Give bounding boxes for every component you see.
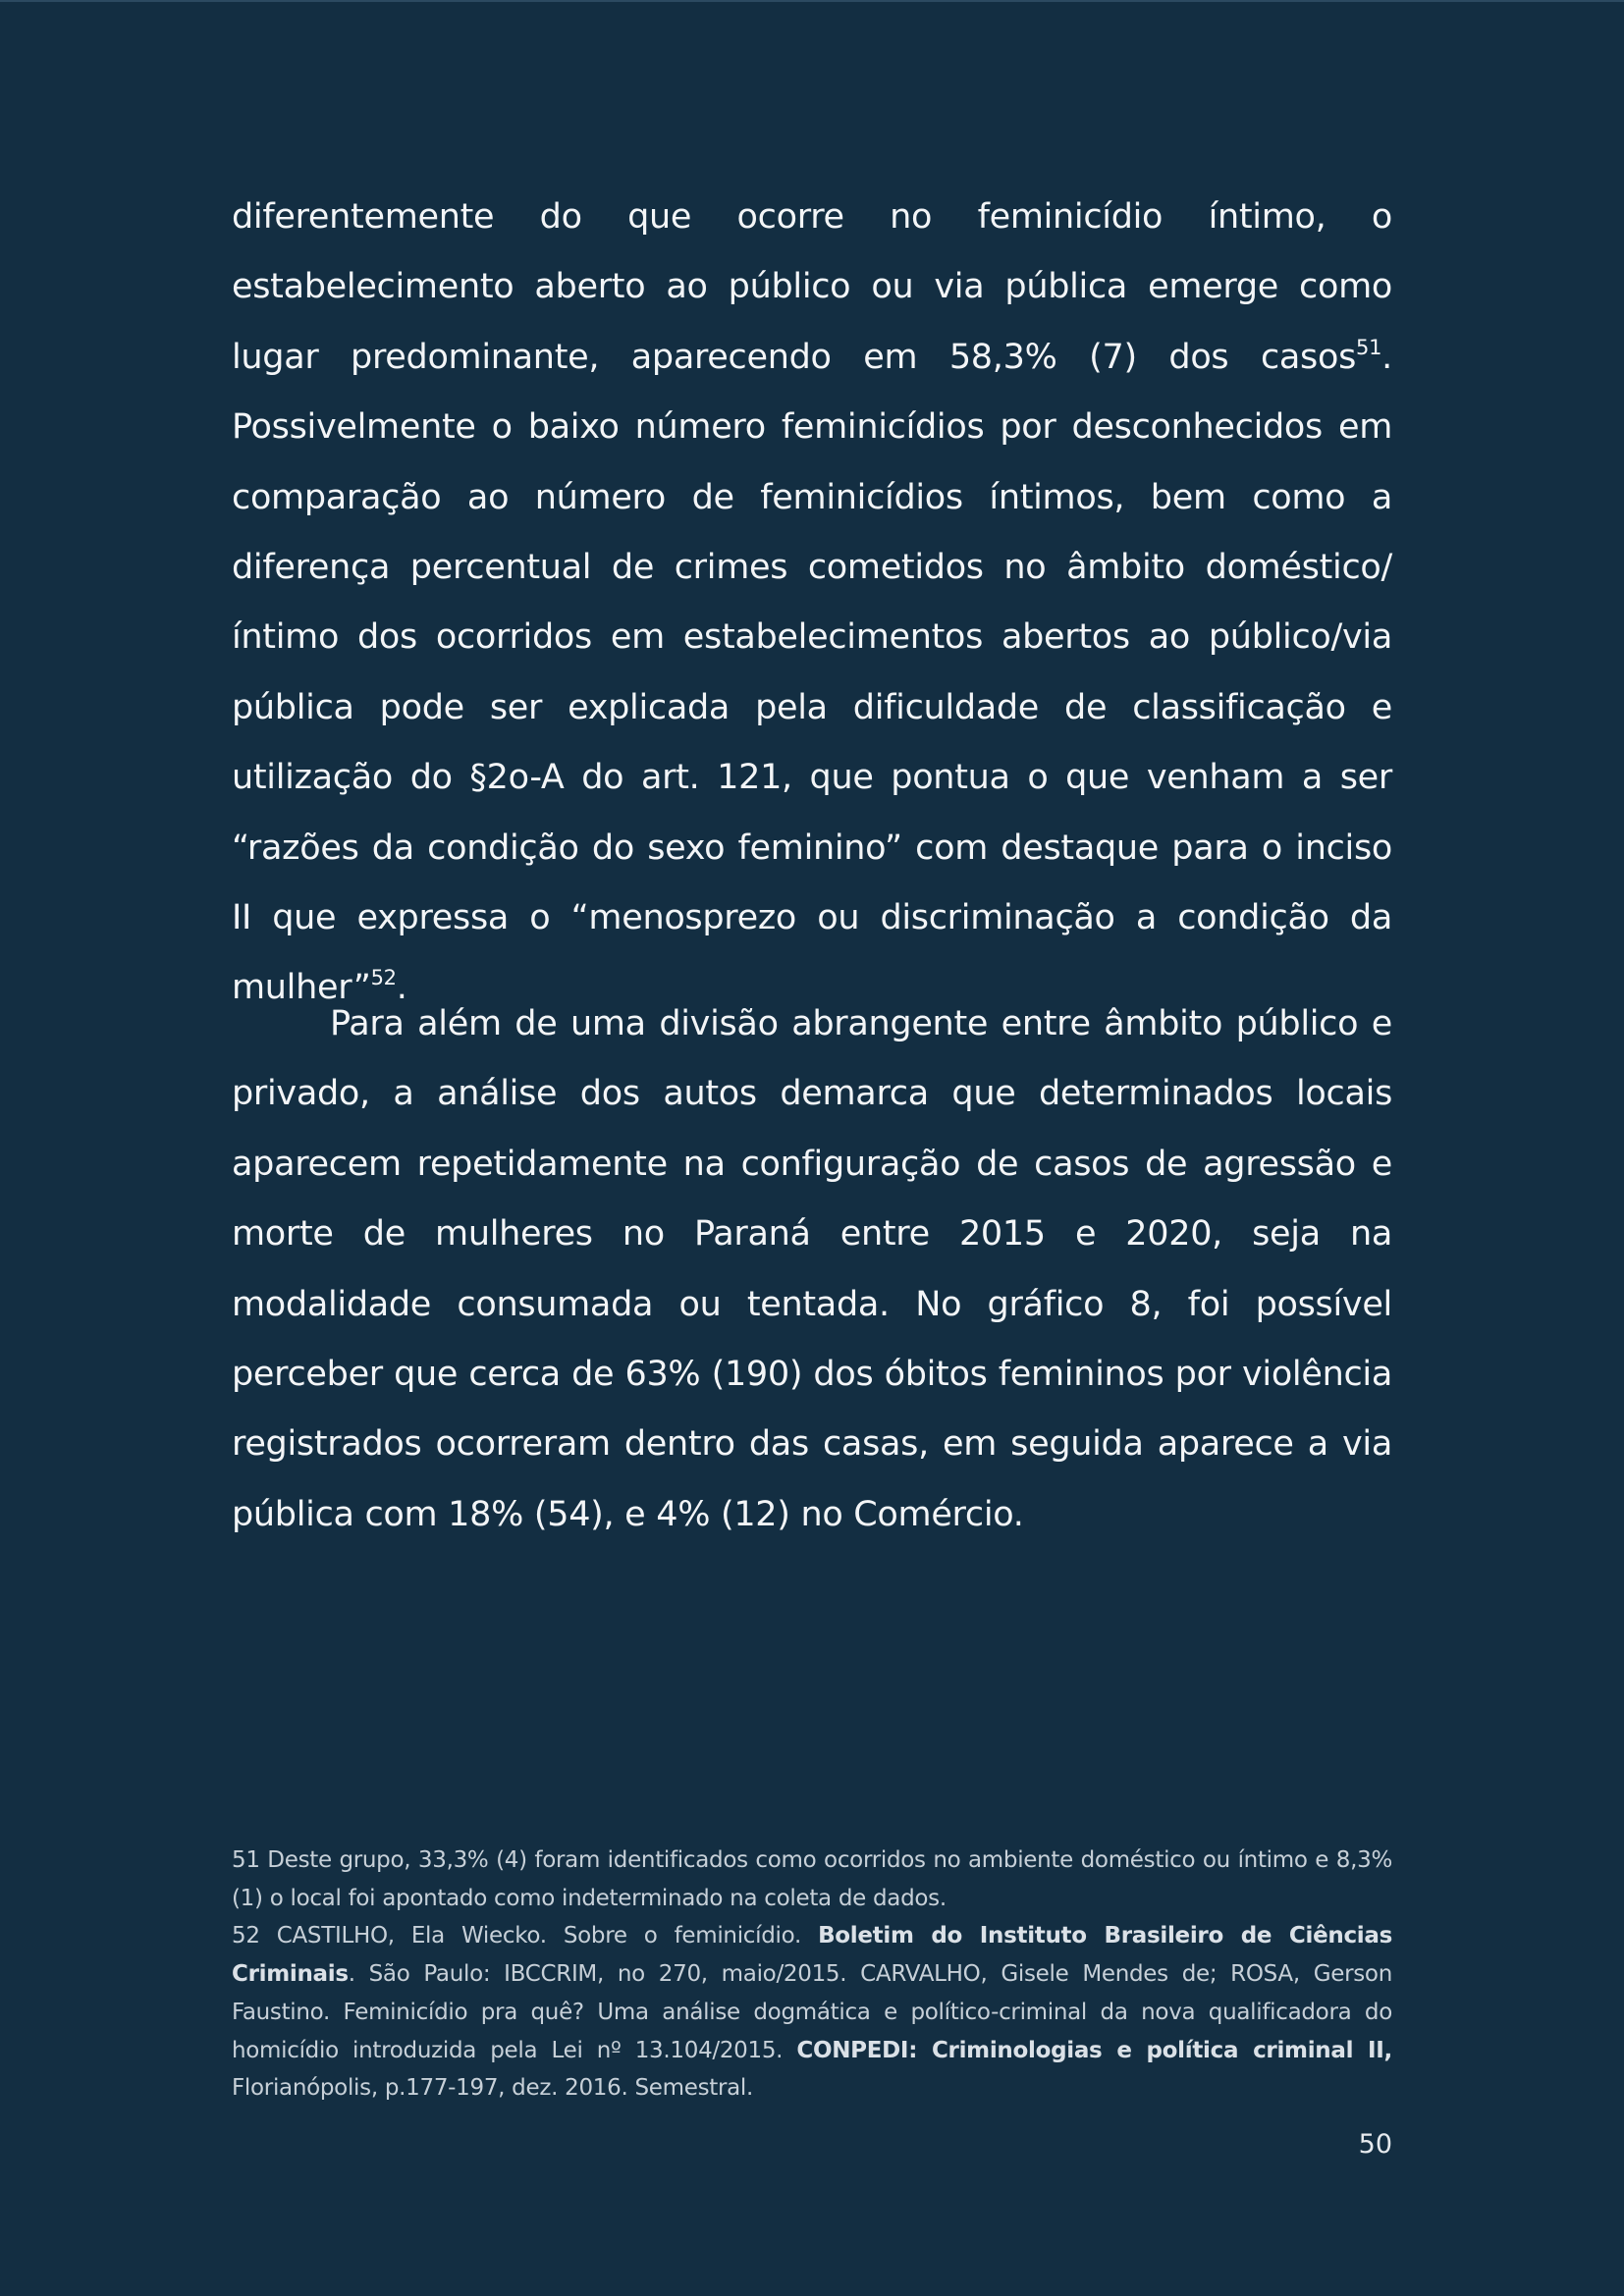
paragraph-1-text-start: diferentemente do que ocorre no feminicídio íntimo, o estabelecimento aberto ao público ou via pública emerge como lugar predominante, aparecendo em 58,3% (7) dos casos bbox=[232, 197, 1392, 377]
top-rule bbox=[0, 0, 1624, 2]
body-paragraph-2: Para além de uma divisão abrangente entre âmbito público e privado, a análise dos autos demarca que determinados locais aparecem repetidamente na configuração de casos de agressão e morte de mulheres no Paraná entre 2015 e 2020, seja na modalidade consumada ou tentada. No gráfico 8, foi possível perceber que cerca de 63% (190) dos óbitos femininos por violência registrados ocorreram dentro das casas, em seguida aparece a via pública com 18% (54), e 4% (12) no Comércio. bbox=[232, 1004, 1392, 1534]
footnote-52-journal-title: Boletim do Instituto Brasileiro de Ciências Criminais bbox=[232, 1923, 1392, 1988]
page-number: 50 bbox=[1358, 2129, 1392, 2160]
footnote-ref-51: 51 bbox=[1356, 335, 1382, 359]
body-paragraph-1 bbox=[232, 183, 1392, 1024]
footnote-ref-52: 52 bbox=[370, 966, 397, 990]
footnote-52-text-2: . São Paulo: IBCCRIM, no 270, maio/2015. CARVALHO, Gisele Mendes de; ROSA, Gerson Faustino. Feminicídio pra quê? Uma análise dogmática e político-criminal da nova qualificadora do homicídio introduzida pela Lei nº 13.104/2015. bbox=[232, 1961, 1392, 2063]
footnotes bbox=[232, 1842, 1392, 2108]
paragraph-1-text-middle: . Possivelmente o baixo número feminicídios por desconhecidos em comparação ao número de feminicídios íntimos, bem como a diferença percentual de crimes cometidos no âmbito doméstico/íntimo dos ocorridos em estabelecimentos abertos ao público/via pública pode ser explicada pela dificuldade de classificação e utilização do §2o-A do art. 121, que pontua o que venham a ser “razões da condição do sexo feminino” com destaque para o inciso II que expressa o “menosprezo ou discriminação a condição da mulher” bbox=[232, 337, 1392, 1008]
paragraph-1-text-end: . bbox=[396, 968, 407, 1008]
footnote-52-conference-title: CONPEDI: Criminologias e política criminal II, bbox=[796, 2037, 1392, 2063]
footnote-51: 51 Deste grupo, 33,3% (4) foram identificados como ocorridos no ambiente doméstico ou íntimo e 8,3% (1) o local foi apontado como indeterminado na coleta de dados. bbox=[232, 1847, 1392, 1911]
footnote-52-text-1: 52 CASTILHO, Ela Wiecko. Sobre o feminicídio. bbox=[232, 1923, 819, 1949]
footnote-52 bbox=[232, 1917, 1392, 2108]
footnote-52-text-3: Florianópolis, p.177-197, dez. 2016. Semestral. bbox=[232, 2075, 754, 2102]
